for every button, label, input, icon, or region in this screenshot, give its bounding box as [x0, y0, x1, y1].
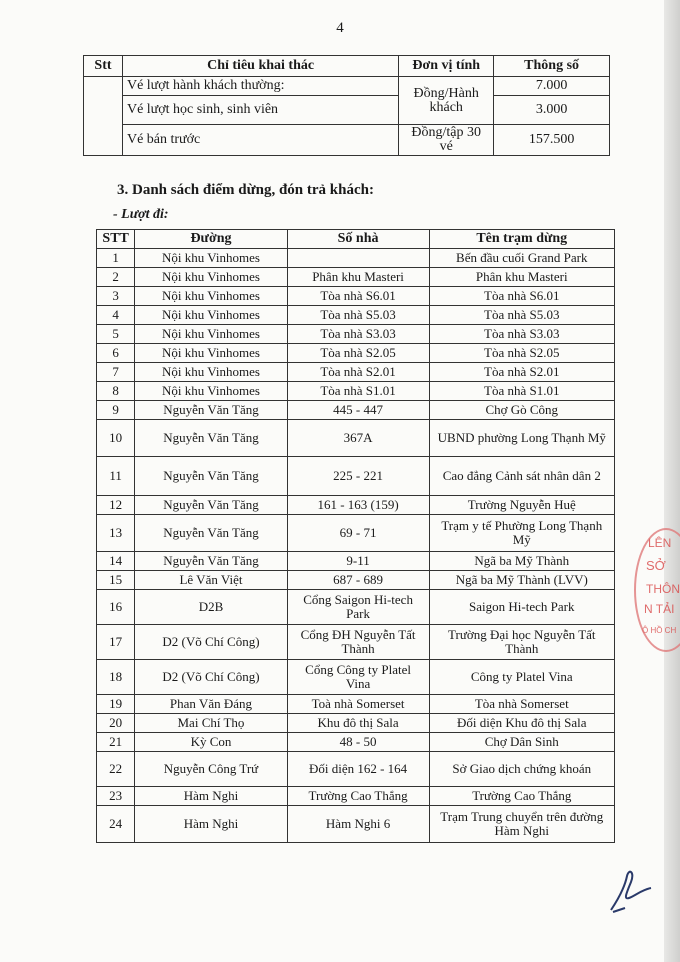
- stop-name-cell: Trường Nguyễn Huệ: [429, 496, 614, 515]
- stop-name-cell: Đối diện Khu đô thị Sala: [429, 714, 614, 733]
- stop-row: [97, 660, 615, 695]
- stop-number-cell: 445 - 447: [287, 401, 429, 420]
- stop-stt-cell: 1: [97, 249, 135, 268]
- stop-name-cell: Cao đẳng Cảnh sát nhân dân 2: [429, 457, 614, 496]
- stop-row: [97, 344, 615, 363]
- stop-stt-cell: 8: [97, 382, 135, 401]
- stop-street-cell: Nội khu Vinhomes: [135, 287, 287, 306]
- fare-header-metric: Chỉ tiêu khai thác: [122, 56, 398, 77]
- stop-number-cell: Hàm Nghi 6: [287, 806, 429, 843]
- stop-street-cell: D2 (Võ Chí Công): [135, 660, 287, 695]
- stop-name-cell: Phân khu Masteri: [429, 268, 614, 287]
- stop-row: [97, 249, 615, 268]
- fare-name-cell: Vé lượt học sinh, sinh viên: [122, 96, 398, 125]
- stop-stt-cell: 18: [97, 660, 135, 695]
- stop-number-cell: Đối diện 162 - 164: [287, 752, 429, 787]
- stop-street-cell: Lê Văn Việt: [135, 571, 287, 590]
- stop-name-cell: Trạm Trung chuyển trên đường Hàm Nghi: [429, 806, 614, 843]
- stops-header-number: Số nhà: [287, 230, 429, 249]
- fare-table-header-row: [84, 56, 610, 77]
- fare-name-cell: Vé bán trước: [122, 125, 398, 156]
- stop-number-cell: Tòa nhà S5.03: [287, 306, 429, 325]
- official-stamp: [634, 528, 680, 652]
- stop-street-cell: Nội khu Vinhomes: [135, 325, 287, 344]
- stop-street-cell: Kỳ Con: [135, 733, 287, 752]
- stop-name-cell: Ngã ba Mỹ Thành (LVV): [429, 571, 614, 590]
- fare-row: [84, 77, 610, 96]
- stop-street-cell: Nguyễn Văn Tăng: [135, 552, 287, 571]
- stop-row: [97, 752, 615, 787]
- stop-row: [97, 268, 615, 287]
- fare-value-cell: 7.000: [494, 77, 610, 96]
- stop-number-cell: Tòa nhà S1.01: [287, 382, 429, 401]
- stop-number-cell: 9-11: [287, 552, 429, 571]
- page-number: 4: [336, 20, 344, 36]
- stop-stt-cell: 24: [97, 806, 135, 843]
- stop-name-cell: Chợ Dân Sinh: [429, 733, 614, 752]
- stop-number-cell: Cổng Công ty Platel Vina: [287, 660, 429, 695]
- stop-name-cell: Tòa nhà S1.01: [429, 382, 614, 401]
- stop-row: [97, 590, 615, 625]
- stop-number-cell: 69 - 71: [287, 515, 429, 552]
- stop-stt-cell: 5: [97, 325, 135, 344]
- stop-stt-cell: 3: [97, 287, 135, 306]
- stamp-text: THÔN: [646, 582, 680, 596]
- stop-street-cell: D2B: [135, 590, 287, 625]
- fare-unit-cell: Đồng/Hành khách: [399, 77, 494, 125]
- fare-header-stt: Stt: [84, 56, 123, 77]
- stamp-text: N TẢI: [644, 602, 675, 616]
- stop-number-cell: Tòa nhà S2.01: [287, 363, 429, 382]
- stop-stt-cell: 11: [97, 457, 135, 496]
- fare-unit-cell: Đồng/tập 30 vé: [399, 125, 494, 156]
- stops-table: [96, 229, 615, 843]
- stops-header-street: Đường: [135, 230, 287, 249]
- stop-row: [97, 714, 615, 733]
- section-heading: 3. Danh sách điểm dừng, đón trả khách:: [117, 182, 374, 198]
- stop-number-cell: Cổng Saigon Hi-tech Park: [287, 590, 429, 625]
- stop-stt-cell: 22: [97, 752, 135, 787]
- stop-row: [97, 325, 615, 344]
- stop-row: [97, 806, 615, 843]
- fare-header-unit: Đơn vị tính: [399, 56, 494, 77]
- fare-table: [83, 55, 610, 156]
- stop-stt-cell: 23: [97, 787, 135, 806]
- stop-stt-cell: 9: [97, 401, 135, 420]
- stops-header-stop-name: Tên trạm dừng: [429, 230, 614, 249]
- stop-name-cell: Tòa nhà S3.03: [429, 325, 614, 344]
- stop-number-cell: 48 - 50: [287, 733, 429, 752]
- stop-row: [97, 733, 615, 752]
- stop-stt-cell: 2: [97, 268, 135, 287]
- stop-stt-cell: 21: [97, 733, 135, 752]
- stop-name-cell: Tòa nhà S2.05: [429, 344, 614, 363]
- stop-number-cell: Toà nhà Somerset: [287, 695, 429, 714]
- stop-stt-cell: 6: [97, 344, 135, 363]
- stop-name-cell: Bến đầu cuối Grand Park: [429, 249, 614, 268]
- stop-number-cell: Tòa nhà S3.03: [287, 325, 429, 344]
- fare-value-cell: 3.000: [494, 96, 610, 125]
- stop-street-cell: Nội khu Vinhomes: [135, 306, 287, 325]
- stop-name-cell: Trường Đại học Nguyễn Tất Thành: [429, 625, 614, 660]
- fare-value-cell: 157.500: [494, 125, 610, 156]
- stop-street-cell: D2 (Võ Chí Công): [135, 625, 287, 660]
- stop-stt-cell: 7: [97, 363, 135, 382]
- stop-row: [97, 571, 615, 590]
- stop-number-cell: Phân khu Masteri: [287, 268, 429, 287]
- stop-name-cell: Chợ Gò Công: [429, 401, 614, 420]
- stop-row: [97, 787, 615, 806]
- stop-street-cell: Nội khu Vinhomes: [135, 344, 287, 363]
- stop-number-cell: 225 - 221: [287, 457, 429, 496]
- fare-row: [84, 96, 610, 125]
- stop-name-cell: Ngã ba Mỹ Thành: [429, 552, 614, 571]
- stop-row: [97, 401, 615, 420]
- stop-number-cell: Cổng ĐH Nguyễn Tất Thành: [287, 625, 429, 660]
- stop-name-cell: Công ty Platel Vina: [429, 660, 614, 695]
- stop-name-cell: Tòa nhà S5.03: [429, 306, 614, 325]
- stop-stt-cell: 14: [97, 552, 135, 571]
- stamp-text: SỞ: [646, 558, 666, 573]
- stop-number-cell: Tòa nhà S2.05: [287, 344, 429, 363]
- stop-row: [97, 496, 615, 515]
- stop-number-cell: [287, 249, 429, 268]
- stop-street-cell: Nguyễn Văn Tăng: [135, 420, 287, 457]
- stop-name-cell: Tòa nhà S6.01: [429, 287, 614, 306]
- stop-street-cell: Nguyễn Văn Tăng: [135, 457, 287, 496]
- signature-icon: [605, 868, 655, 918]
- stamp-text: Ô HỒ CH: [642, 626, 677, 635]
- stop-street-cell: Nội khu Vinhomes: [135, 363, 287, 382]
- stop-row: [97, 382, 615, 401]
- stop-row: [97, 420, 615, 457]
- stop-name-cell: Trạm y tế Phường Long Thạnh Mỹ: [429, 515, 614, 552]
- fare-row: [84, 125, 610, 156]
- stamp-text: LÊN: [648, 536, 672, 550]
- stop-stt-cell: 16: [97, 590, 135, 625]
- stop-street-cell: Hàm Nghi: [135, 806, 287, 843]
- stop-stt-cell: 13: [97, 515, 135, 552]
- stops-table-header-row: [97, 230, 615, 249]
- stop-number-cell: Tòa nhà S6.01: [287, 287, 429, 306]
- stop-name-cell: Sở Giao dịch chứng khoán: [429, 752, 614, 787]
- stop-number-cell: 367A: [287, 420, 429, 457]
- stop-street-cell: Nội khu Vinhomes: [135, 382, 287, 401]
- stop-name-cell: Tòa nhà Somerset: [429, 695, 614, 714]
- stop-name-cell: UBND phường Long Thạnh Mỹ: [429, 420, 614, 457]
- stop-street-cell: Mai Chí Thọ: [135, 714, 287, 733]
- stop-row: [97, 552, 615, 571]
- stop-stt-cell: 20: [97, 714, 135, 733]
- stop-row: [97, 515, 615, 552]
- stops-header-stt: STT: [97, 230, 135, 249]
- stop-street-cell: Nguyễn Văn Tăng: [135, 515, 287, 552]
- page-edge-shadow: [664, 0, 680, 962]
- stop-street-cell: Nội khu Vinhomes: [135, 268, 287, 287]
- stop-street-cell: Nguyễn Văn Tăng: [135, 496, 287, 515]
- stop-number-cell: Khu đô thị Sala: [287, 714, 429, 733]
- stops-table-body: [97, 249, 615, 843]
- stop-row: [97, 695, 615, 714]
- stop-stt-cell: 12: [97, 496, 135, 515]
- stop-stt-cell: 15: [97, 571, 135, 590]
- stop-street-cell: Phan Văn Đáng: [135, 695, 287, 714]
- stop-row: [97, 306, 615, 325]
- stop-name-cell: Tòa nhà S2.01: [429, 363, 614, 382]
- stop-row: [97, 625, 615, 660]
- stop-row: [97, 287, 615, 306]
- stop-name-cell: Trường Cao Thắng: [429, 787, 614, 806]
- stop-stt-cell: 4: [97, 306, 135, 325]
- direction-label: - Lượt đi:: [113, 207, 169, 222]
- fare-stt-cell: [84, 77, 123, 156]
- stop-street-cell: Nội khu Vinhomes: [135, 249, 287, 268]
- stop-row: [97, 363, 615, 382]
- stop-street-cell: Hàm Nghi: [135, 787, 287, 806]
- fare-header-value: Thông số: [494, 56, 610, 77]
- stop-stt-cell: 19: [97, 695, 135, 714]
- stop-row: [97, 457, 615, 496]
- stop-stt-cell: 17: [97, 625, 135, 660]
- stop-street-cell: Nguyễn Công Trứ: [135, 752, 287, 787]
- stop-street-cell: Nguyễn Văn Tăng: [135, 401, 287, 420]
- stop-number-cell: Trường Cao Thắng: [287, 787, 429, 806]
- stop-number-cell: 161 - 163 (159): [287, 496, 429, 515]
- stop-number-cell: 687 - 689: [287, 571, 429, 590]
- fare-name-cell: Vé lượt hành khách thường:: [122, 77, 398, 96]
- stop-stt-cell: 10: [97, 420, 135, 457]
- stop-name-cell: Saigon Hi-tech Park: [429, 590, 614, 625]
